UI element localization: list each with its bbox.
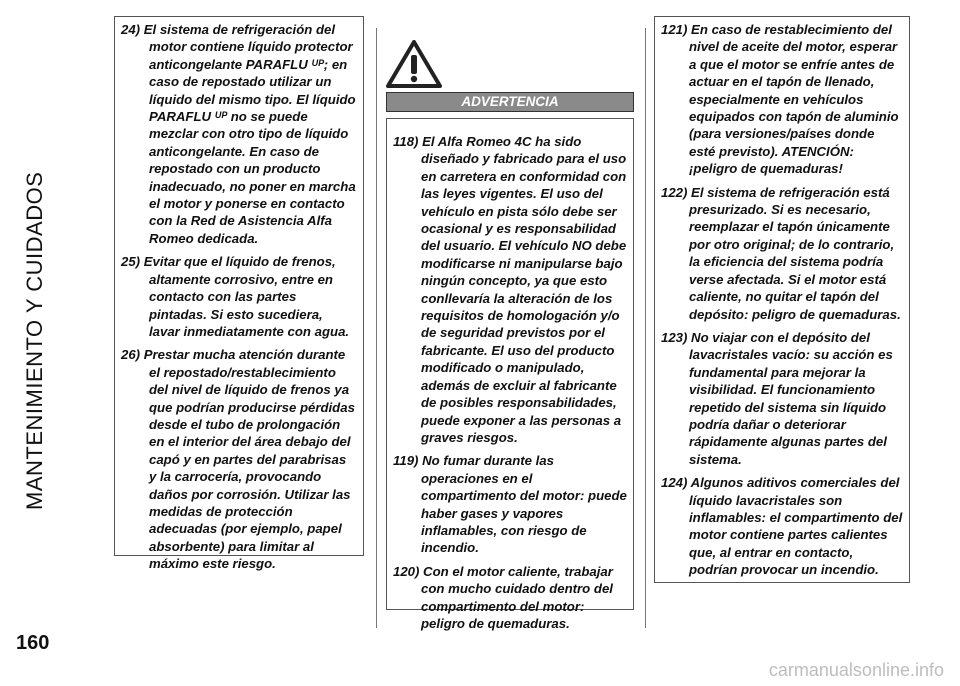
note-item: 122) El sistema de refrigeración está presurizado. Si es necesario, reemplazar el tapón únicamente por otro original; de lo contrario, la eficiencia del sistema podría verse afectada. Si el motor está caliente, no quitar el tapón del depósito: peligro de quemaduras. xyxy=(661,184,901,322)
warning-box xyxy=(386,118,634,631)
watermark: carmanualsonline.info xyxy=(768,660,944,680)
note-item: 123) No viajar con el depósito del lavacristales vacío: su acción es fundamental para mejorar la visibilidad. El funcionamiento repetido del sistema sin líquido podría dañar o deteriorar rápidamente algunas partes del sistema. xyxy=(661,329,893,467)
page-number: 160 xyxy=(16,632,50,654)
section-title xyxy=(22,171,48,510)
note-item: 26) Prestar mucha atención durante el repostado/restablecimiento del nivel de líquido de frenos ya que podrían producirse pérdidas desde el tubo de prolongación en el interior del área debajo del capó y en partes del parabrisas y la carrocería, provocando daños por corrosión. Utilizar las medidas de protección adecuadas (por ejemplo, papel absorbente) para limitar al máximo este riesgo. xyxy=(121,347,355,572)
note-item: 25) Evitar que el líquido de frenos, altamente corrosivo, entre en contacto con las partes pintadas. Si esto sucediera, lavar inmediatamente con agua. xyxy=(121,254,350,339)
note-item: 24) El sistema de refrigeración del motor contiene líquido protector anticongelante PARAFLU ᵁᴾ; en caso de repostado utilizar un líquido del mismo tipo. El líquido PARAFLU ᵁᴾ no se puede mezclar con otro tipo de líquido anticongelante. En caso de repostado con un producto inadecuado, no poner en marcha el motor y ponerse en contacto con la Red de Asistencia Alfa Romeo dedicada. xyxy=(121,22,356,246)
note-item: 118) El Alfa Romeo 4C ha sido diseñado y fabricado para el uso en carretera en conformidad con las leyes vigentes. El uso del vehículo en pista sólo debe ser ocasional y es responsabilidad del usuario. El vehículo NO debe modificarse ni manipularse bajo ningún concepto, ya que esto conllevaría la alteración de los requisitos de homologación y/o de seguridad previstos por el fabricante. El uso del producto modificado o manipulado, además de excluir al fabricante de posibles responsabilidades, puede exponer a las personas a graves riesgos. xyxy=(393,134,627,445)
note-item: 119) No fumar durante las operaciones en el compartimento del motor: puede haber gases y vapores inflamables, con riesgo de incendio. xyxy=(393,453,627,556)
notes-column-1 xyxy=(114,16,364,572)
note-item: 121) En caso de restablecimiento del nivel de aceite del motor, esperar a que el motor se enfríe antes de actuar en el tapón de llenado, especialmente en vehículos equipados con tapón de aluminio (para versiones/países donde esté previsto). ATENCIÓN: ¡peligro de quemaduras! xyxy=(661,22,899,177)
warning-header: ADVERTENCIA xyxy=(386,92,634,112)
column-divider-right xyxy=(645,28,646,628)
notes-column-3 xyxy=(654,16,910,583)
note-item: 124) Algunos aditivos comerciales del líquido lavacristales son inflamables: el compartimento del motor contiene partes calientes que, al entrar en contacto, podrían provocar un incendio. xyxy=(661,475,903,578)
note-item: 120) Con el motor caliente, trabajar con mucho cuidado dentro del compartimento del motor: peligro de quemaduras. xyxy=(393,563,613,631)
warning-triangle-icon xyxy=(386,40,442,88)
section-title-text: MANTENIMIENTO Y CUIDADOS xyxy=(22,171,47,510)
column-divider-left xyxy=(376,28,377,628)
